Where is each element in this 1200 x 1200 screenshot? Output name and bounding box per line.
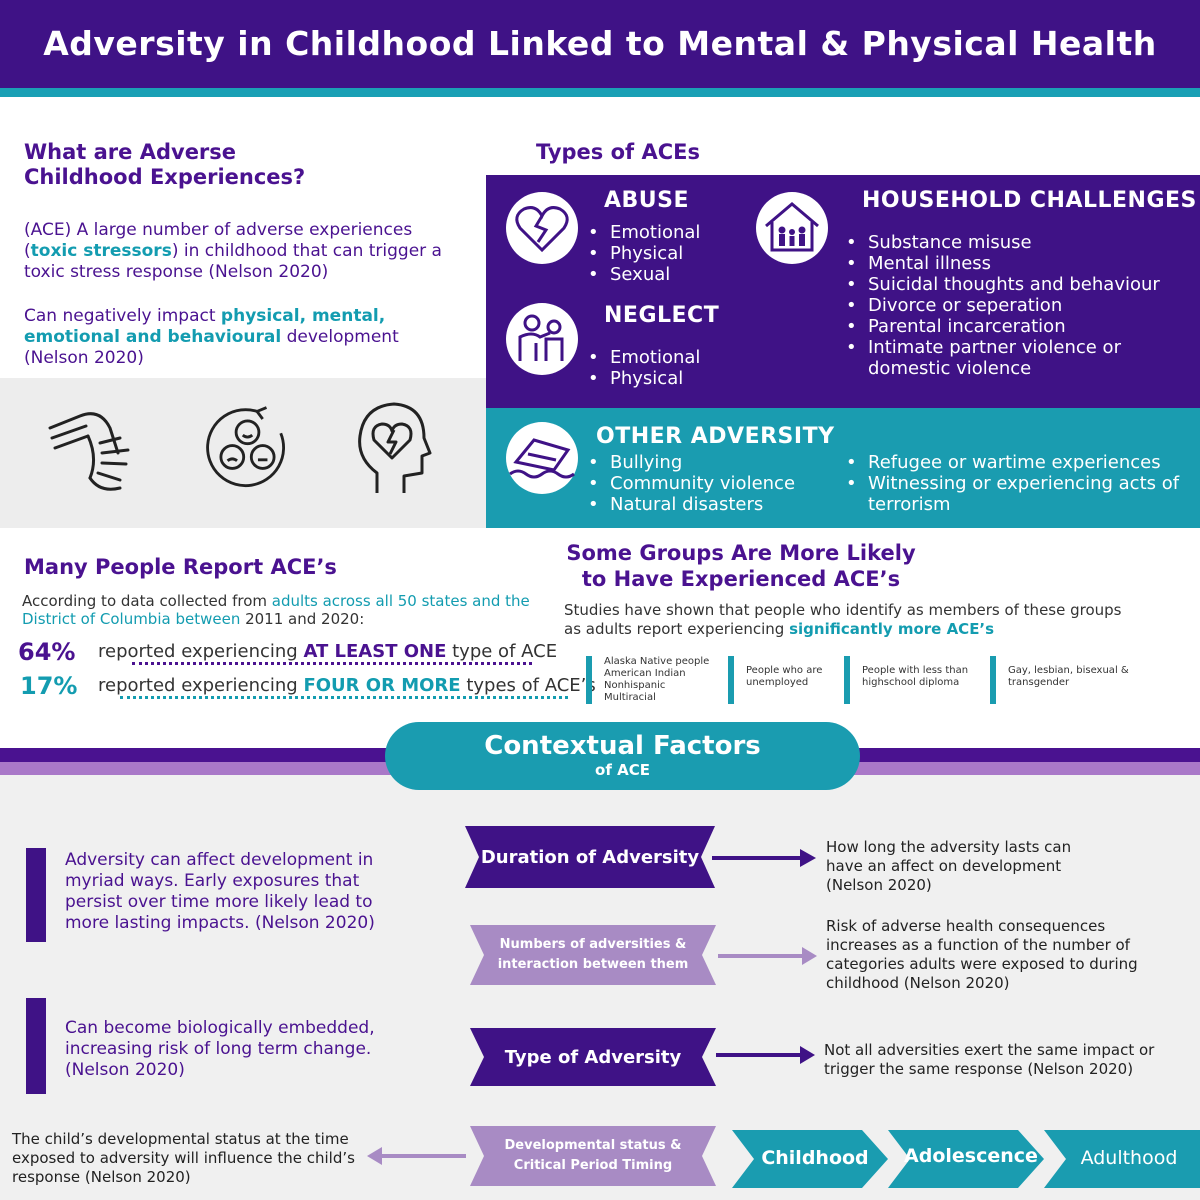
list-item: • Substance misuse xyxy=(846,232,1186,253)
household-title: HOUSEHOLD CHALLENGES xyxy=(862,188,1197,213)
list-item: • Parental incarceration xyxy=(846,316,1186,337)
what-heading-line2: Childhood Experiences? xyxy=(24,165,306,189)
group-4-text: Gay, lesbian, bisexual & transgender xyxy=(1008,665,1129,688)
abuse-icon-circle xyxy=(506,192,578,264)
stat2-text xyxy=(98,675,596,696)
stat2-percent: 17% xyxy=(20,672,78,700)
broken-heart-icon xyxy=(506,192,578,264)
stage-adolescence: Adolescence xyxy=(904,1145,1038,1167)
other-list-col2 xyxy=(846,452,1186,515)
text-highlight: significantly more ACE’s xyxy=(789,620,995,638)
stage-adulthood: Adulthood xyxy=(1080,1147,1178,1169)
text: 2011 and 2020: xyxy=(240,610,365,628)
context-right-text-2: Risk of adverse health consequences increases as a function of the number of categories adults were exposed to during childhood (Nelson 2020) xyxy=(826,917,1138,992)
ribbon-developmental: Developmental status & Critical Period Timing xyxy=(504,1138,682,1173)
head-heart-icon xyxy=(352,398,432,498)
report-intro xyxy=(22,592,542,628)
list-item: • Witnessing or experiencing acts of terrorism xyxy=(846,473,1186,515)
group-1 xyxy=(586,656,716,704)
hands-icon xyxy=(40,398,140,498)
text-highlight: adults across all 50 states and the District of Columbia between xyxy=(22,592,530,628)
group-2 xyxy=(728,656,832,704)
text: Can negatively impact xyxy=(24,306,221,326)
group-1-line: Multiracial xyxy=(604,692,656,703)
group-3 xyxy=(844,656,974,704)
list-item: • Divorce or seperation xyxy=(846,295,1186,316)
arrow-left-icon xyxy=(366,1144,466,1168)
stat1-text xyxy=(98,641,557,662)
household-icon-circle xyxy=(756,192,828,264)
house-family-icon xyxy=(756,192,828,264)
neglect-list xyxy=(588,347,700,389)
groups-heading-line2: to Have Experienced ACE’s xyxy=(581,567,901,591)
ribbon-type: Type of Adversity xyxy=(504,1046,682,1068)
what-paragraph-2 xyxy=(24,306,444,369)
text: (ACE) A large number of adverse experiences ( xyxy=(24,220,413,261)
list-item: • Mental illness xyxy=(846,253,1186,274)
neglect-title: NEGLECT xyxy=(604,303,720,328)
emotions-cycle-icon xyxy=(200,400,295,495)
other-title: OTHER ADVERSITY xyxy=(596,424,835,449)
context-left-text-1: Adversity can affect development in myriad ways. Early exposures that persist over time more likely lead to more lasting impacts. (Nelson 2020) xyxy=(65,850,375,933)
what-heading xyxy=(24,140,305,190)
types-heading: Types of ACEs xyxy=(536,140,700,164)
list-item: • Bullying xyxy=(588,452,795,473)
text-highlight: toxic stressors xyxy=(30,241,172,261)
list-item: • Emotional xyxy=(588,347,700,368)
list-item: • Refugee or wartime experiences xyxy=(846,452,1186,473)
page-title: Adversity in Childhood Linked to Mental & Physical Health xyxy=(43,24,1157,63)
stat2-dotted-underline xyxy=(120,696,568,699)
group-2-text: People who are unemployed xyxy=(746,665,823,688)
text: ) in childhood that can trigger a toxic stress response (Nelson 2020) xyxy=(24,241,442,282)
contextual-title-pill xyxy=(385,722,860,790)
list-item: • Suicidal thoughts and behaviour xyxy=(846,274,1186,295)
context-right-text-1: How long the adversity lasts can have an affect on development (Nelson 2020) xyxy=(826,838,1072,894)
other-list-col1 xyxy=(588,452,795,515)
group-1-line: Alaska Native people xyxy=(604,656,710,667)
list-item: • Natural disasters xyxy=(588,494,795,515)
list-item: • Physical xyxy=(588,243,700,264)
neglect-icon-circle xyxy=(506,303,578,375)
stat1-dotted-underline xyxy=(132,662,532,665)
text: reported experiencing xyxy=(98,641,304,662)
contextual-title: Contextual Factors xyxy=(484,731,761,761)
text: reported experiencing xyxy=(98,675,304,696)
ribbon-numbers: Numbers of adversities & interaction between them xyxy=(497,937,689,972)
groups-heading xyxy=(566,540,916,592)
neglect-people-icon xyxy=(506,303,578,375)
banner-stripe xyxy=(0,88,1200,97)
what-paragraph-1 xyxy=(24,220,444,283)
text: development (Nelson 2020) xyxy=(24,327,399,368)
context-left-text-2: Can become biologically embedded, increasing risk of long term change. (Nelson 2020) xyxy=(65,1018,375,1080)
groups-heading-line1: Some Groups Are More Likely xyxy=(566,541,916,565)
household-list xyxy=(846,232,1186,379)
report-heading: Many People Report ACE’s xyxy=(24,555,337,579)
text: types of ACE’s xyxy=(460,675,596,696)
ribbon-duration: Duration of Adversity xyxy=(480,846,700,868)
abuse-title: ABUSE xyxy=(604,188,690,213)
stat1-percent: 64% xyxy=(18,638,76,666)
text-highlight: physical, mental, emotional and behavioural xyxy=(24,306,386,347)
what-heading-line1: What are Adverse xyxy=(24,140,237,164)
text-highlight: AT LEAST ONE xyxy=(303,641,447,662)
stage-childhood: Childhood xyxy=(761,1147,869,1169)
list-item: • Community violence xyxy=(588,473,795,494)
text: type of ACE xyxy=(446,641,558,662)
flood-house-icon xyxy=(506,422,578,494)
arrow-right-icon xyxy=(716,1043,816,1067)
list-item: • Physical xyxy=(588,368,700,389)
context-left-text-3: The child’s developmental status at the time exposed to adversity will influence the child’s response (Nelson 2020) xyxy=(12,1130,355,1186)
context-right-text-3: Not all adversities exert the same impact or trigger the same response (Nelson 2020) xyxy=(824,1041,1155,1078)
text-highlight: FOUR OR MORE xyxy=(303,675,461,696)
list-item: • Sexual xyxy=(588,264,700,285)
arrow-right-icon xyxy=(718,944,818,968)
contextual-subtitle: of ACE xyxy=(595,761,650,779)
groups-intro xyxy=(564,601,1124,639)
list-item: • Emotional xyxy=(588,222,700,243)
group-4 xyxy=(990,656,1130,704)
other-icon-circle xyxy=(506,422,578,494)
arrow-right-icon xyxy=(712,846,817,870)
group-1-line: Nonhispanic xyxy=(604,680,666,691)
accent-bar xyxy=(26,848,46,942)
text: According to data collected from xyxy=(22,592,272,610)
group-1-line: American Indian xyxy=(604,668,686,679)
group-3-text: People with less than highschool diploma xyxy=(862,665,969,688)
accent-bar xyxy=(26,998,46,1094)
abuse-list xyxy=(588,222,700,285)
text: Studies have shown that people who identify as members of these groups as adults report experiencing xyxy=(564,601,1122,638)
list-item: • Intimate partner violence or domestic violence xyxy=(846,337,1186,379)
